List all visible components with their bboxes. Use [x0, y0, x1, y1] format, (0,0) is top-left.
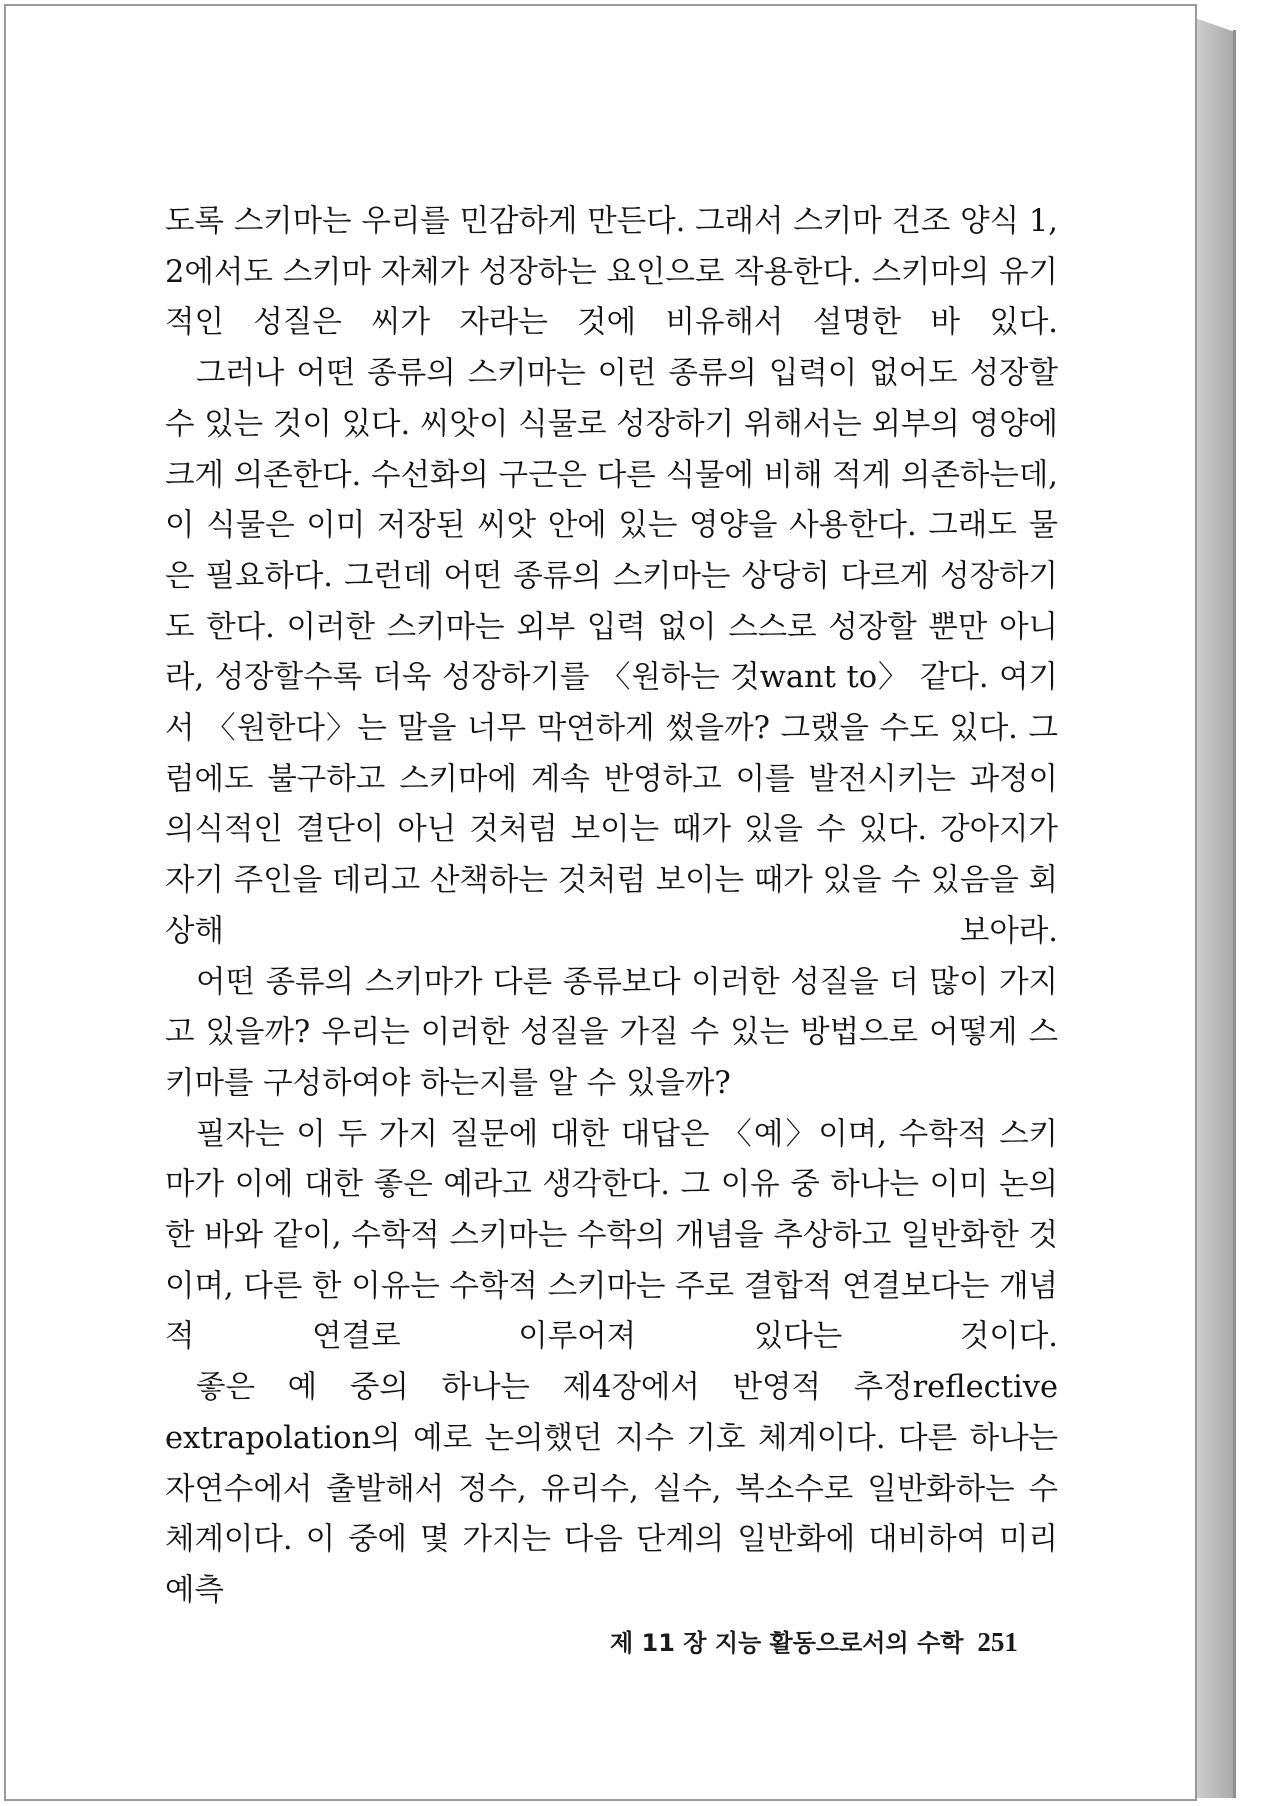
book-spine-line: [1233, 30, 1236, 1798]
paragraph-2: 그러나 어떤 종류의 스키마는 이런 종류의 입력이 없어도 성장할 수 있는 것이 있다. 씨앗이 식물로 성장하기 위해서는 외부의 영양에 크게 의존한다. 수선화의 구근은 다른 식물에 비해 적게 의존하는데, 이 식물은 이미 저장된 씨앗 안에 있는 영양을 사용한다. 그래도 물은 필요하다. 그런데 어떤 종류의 스키마는 상당히 다르게 성장하기도 한다. 이러한 스키마는 외부 입력 없이 스스로 성장할 뿐만 아니라, 성장할수록 더욱 성장하기를 〈원하는 것want to〉 같다. 여기서 〈원한다〉는 말을 너무 막연하게 썼을까? 그랬을 수도 있다. 그럼에도 불구하고 스키마에 계속 반영하고 이를 발전시키는 과정이 의식적인 결단이 아닌 것처럼 보이는 때가 있을 수 있다. 강아지가 자기 주인을 데리고 산책하는 것처럼 보이는 때가 있을 수 있음을 회상해 보아라.: [165, 356, 1058, 949]
paragraph-1: 도록 스키마는 우리를 민감하게 만든다. 그래서 스키마 건조 양식 1, 2에서도 스키마 자체가 성장하는 요인으로 작용한다. 스키마의 유기적인 성질은 씨가 자라는 것에 비유해서 설명한 바 있다.: [165, 204, 1058, 341]
paragraph-5: 좋은 예 중의 하나는 제4장에서 반영적 추정reflective extrapolation의 예로 논의했던 지수 기호 체계이다. 다른 하나는 자연수에서 출발해서 정수, 유리수, 실수, 복소수로 일반화하는 수 체계이다. 이 중에 몇 가지는 다음 단계의 일반화에 대비하여 미리 예측: [165, 1370, 1058, 1608]
paragraph-4: 필자는 이 두 가지 질문에 대한 대답은 〈예〉이며, 수학적 스키마가 이에 대한 좋은 예라고 생각한다. 그 이유 중 하나는 이미 논의한 바와 같이, 수학적 스키마는 수학의 개념을 추상하고 일반화한 것이며, 다른 한 이유는 수학적 스키마는 주로 결합적 연결보다는 개념적 연결로 이루어져 있다는 것이다.: [165, 1116, 1058, 1355]
body-text: [165, 197, 1058, 1617]
page-number: 251: [977, 1627, 1018, 1657]
page-footer: [610, 1623, 1040, 1658]
book-page-edge: [1195, 18, 1235, 1798]
paragraph-3: 어떤 종류의 스키마가 다른 종류보다 이러한 성질을 더 많이 가지고 있을까? 우리는 이러한 성질을 가질 수 있는 방법으로 어떻게 스키마를 구성하여야 하는지를 알 수 있을까?: [165, 964, 1058, 1101]
running-chapter-title: 제 11 장 지능 활동으로서의 수학: [610, 1629, 964, 1657]
